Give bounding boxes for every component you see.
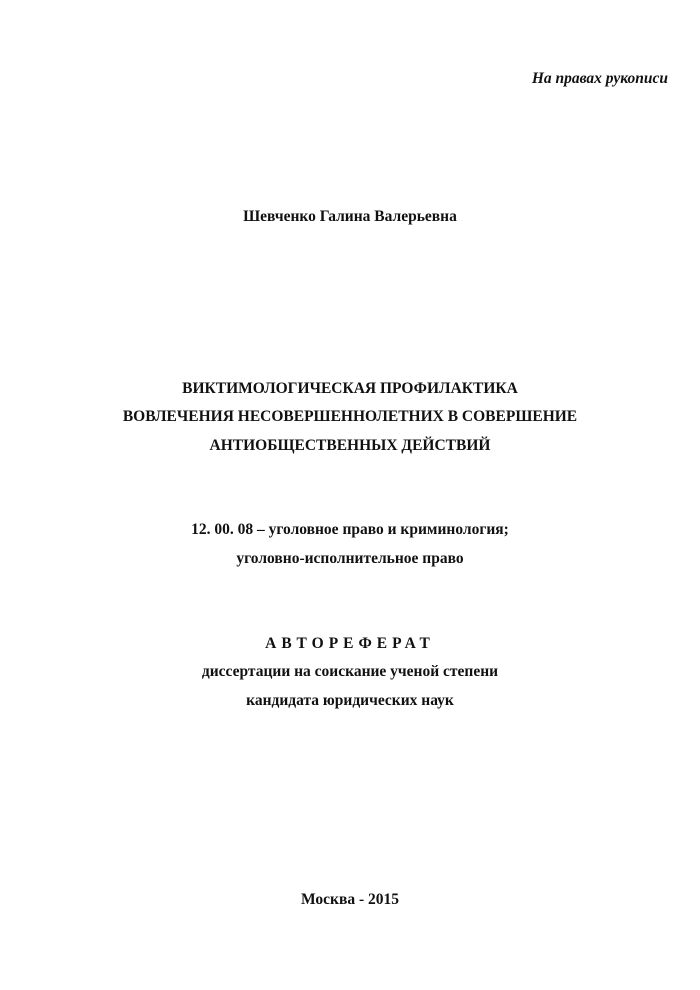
title-line-3: АНТИОБЩЕСТВЕННЫХ ДЕЙСТВИЙ: [209, 437, 491, 454]
author-name: Шевченко Галина Валерьевна: [243, 208, 457, 225]
abstract-line-1: диссертации на соискание ученой степени: [201, 663, 499, 680]
specialty-line-1: 12. 00. 08 – уголовное право и криминология;: [191, 521, 509, 538]
specialty-line-2: уголовно-исполнительное право: [236, 550, 464, 567]
abstract-heading: АВТОРЕФЕРАТ: [265, 635, 435, 652]
place-year: Москва - 2015: [300, 891, 400, 908]
manuscript-note: На правах рукописи: [531, 70, 668, 87]
title-line-1: ВИКТИМОЛОГИЧЕСКАЯ ПРОФИЛАКТИКА: [182, 380, 518, 397]
title-line-2: ВОВЛЕЧЕНИЯ НЕСОВЕРШЕННОЛЕТНИХ В СОВЕРШЕНИЕ: [122, 408, 578, 425]
abstract-line-2: кандидата юридических наук: [246, 692, 454, 709]
